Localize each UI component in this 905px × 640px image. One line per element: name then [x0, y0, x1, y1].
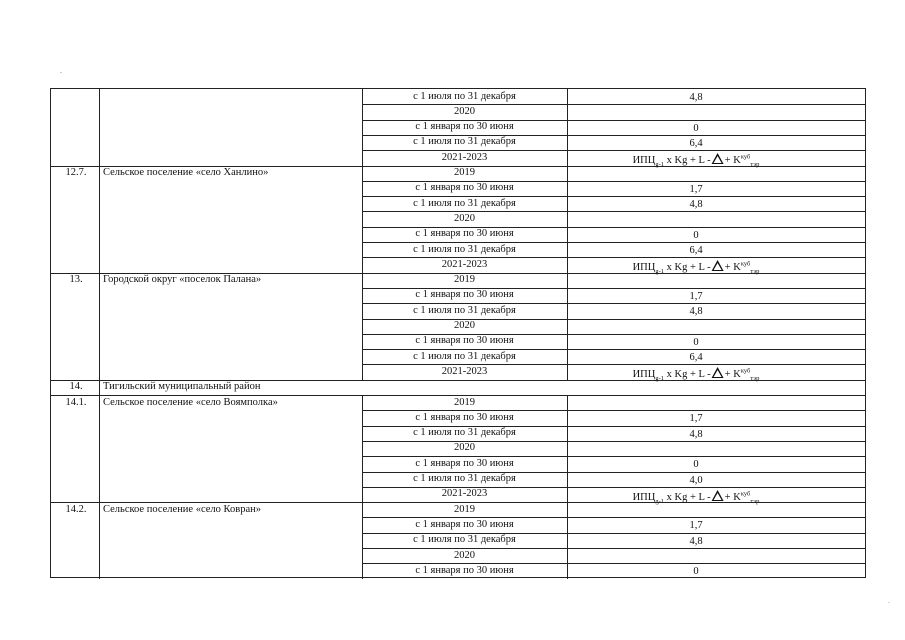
period-cell: 2020 [454, 442, 475, 454]
period-cell: с 1 июля по 31 декабря [413, 197, 516, 209]
value-cell: 0 [693, 229, 699, 241]
period-cell: 2021-2023 [441, 365, 488, 377]
value-cell: 1,7 [689, 413, 703, 425]
period-cell: с 1 января по 30 июня [415, 121, 514, 133]
period-cell: с 1 января по 30 июня [415, 182, 514, 194]
period-cell: с 1 июля по 31 декабря [413, 350, 516, 362]
column-rule [99, 89, 100, 579]
value-cell: 0 [693, 459, 699, 471]
delta-symbol-icon [712, 490, 724, 501]
row-number: 12.7. [65, 167, 87, 178]
value-cell: 4,8 [689, 306, 703, 318]
period-cell: с 1 января по 30 июня [415, 564, 514, 576]
municipality-name: Сельское поселение «село Ковран» [103, 503, 261, 515]
row-rule [362, 150, 865, 151]
row-rule [362, 319, 865, 320]
row-number: 14. [69, 381, 83, 393]
period-cell: с 1 июля по 31 декабря [413, 473, 516, 484]
value-cell: 4,0 [689, 474, 703, 486]
column-rule [567, 89, 568, 380]
period-cell: 2019 [454, 274, 475, 286]
period-cell: с 1 июля по 31 декабря [413, 243, 516, 255]
tariff-formula: $ИПЦ_{g-1}$ x Kg + L - + $K^{куб}_{тэр}$ [632, 367, 760, 383]
value-cell: 6,4 [689, 137, 703, 149]
value-cell: 1,7 [689, 520, 703, 532]
value-cell: 0 [693, 336, 699, 348]
row-number: 14.2. [65, 503, 87, 515]
period-cell: с 1 января по 30 июня [415, 518, 514, 530]
row-rule [362, 364, 865, 365]
scan-speck: . [888, 596, 890, 605]
value-cell: 1,7 [689, 290, 703, 302]
row-number: 13. [69, 274, 83, 286]
tariff-formula: $ИПЦ_{g-1}$ x Kg + L - + $K^{куб}_{тэр}$ [632, 260, 760, 276]
row-rule [362, 211, 865, 212]
period-cell: с 1 июля по 31 декабря [413, 136, 516, 148]
period-cell: 2021-2023 [441, 151, 488, 163]
period-cell: с 1 июля по 31 декабря [413, 90, 516, 102]
scan-speck: . [60, 66, 62, 75]
period-cell: 2020 [454, 549, 475, 561]
value-cell: 6,4 [689, 245, 703, 256]
value-cell: 6,4 [689, 352, 703, 364]
municipality-name: Городской округ «поселок Палана» [103, 274, 262, 286]
period-cell: 2019 [454, 167, 475, 178]
row-rule [362, 548, 865, 549]
period-cell: 2019 [454, 396, 475, 408]
period-cell: 2020 [454, 212, 475, 224]
delta-symbol-icon [712, 367, 724, 378]
period-cell: с 1 июля по 31 декабря [413, 427, 516, 439]
column-rule [362, 89, 363, 380]
row-rule [362, 104, 865, 105]
period-cell: 2020 [454, 105, 475, 117]
period-cell: 2021-2023 [441, 258, 488, 270]
tariff-formula: $ИПЦ_{g-1}$ x Kg + L - + $K^{куб}_{тэр}$ [632, 490, 760, 505]
period-cell: 2020 [454, 320, 475, 331]
period-cell: с 1 января по 30 июня [415, 228, 514, 240]
period-cell: с 1 января по 30 июня [415, 457, 514, 469]
value-cell: 4,8 [689, 428, 703, 440]
tariff-table [50, 88, 866, 578]
period-cell: с 1 января по 30 июня [415, 289, 514, 301]
period-cell: 2021-2023 [441, 488, 488, 500]
municipality-name: Тигильский муниципальный район [103, 381, 261, 393]
municipality-name: Сельское поселение «село Ханлино» [103, 167, 269, 178]
period-cell: 2019 [454, 503, 475, 515]
municipality-name: Сельское поселение «село Воямполка» [103, 396, 278, 408]
value-cell: 4,8 [689, 92, 703, 103]
value-cell: 1,7 [689, 183, 703, 195]
delta-symbol-icon [712, 260, 724, 271]
period-cell: с 1 июля по 31 декабря [413, 304, 516, 316]
row-rule [362, 487, 865, 488]
delta-symbol-icon [712, 153, 724, 164]
value-cell: 0 [693, 122, 699, 134]
value-cell: 0 [693, 566, 699, 578]
period-cell: с 1 января по 30 июня [415, 411, 514, 423]
row-number: 14.1. [65, 396, 87, 408]
period-cell: с 1 июля по 31 декабря [413, 534, 516, 546]
row-rule [362, 441, 865, 442]
period-cell: с 1 января по 30 июня [415, 335, 514, 347]
value-cell: 4,8 [689, 535, 703, 547]
value-cell: 4,8 [689, 199, 703, 211]
row-rule [362, 257, 865, 258]
tariff-formula: $ИПЦ_{g-1}$ x Kg + L - + $K^{куб}_{тэр}$ [632, 153, 760, 169]
